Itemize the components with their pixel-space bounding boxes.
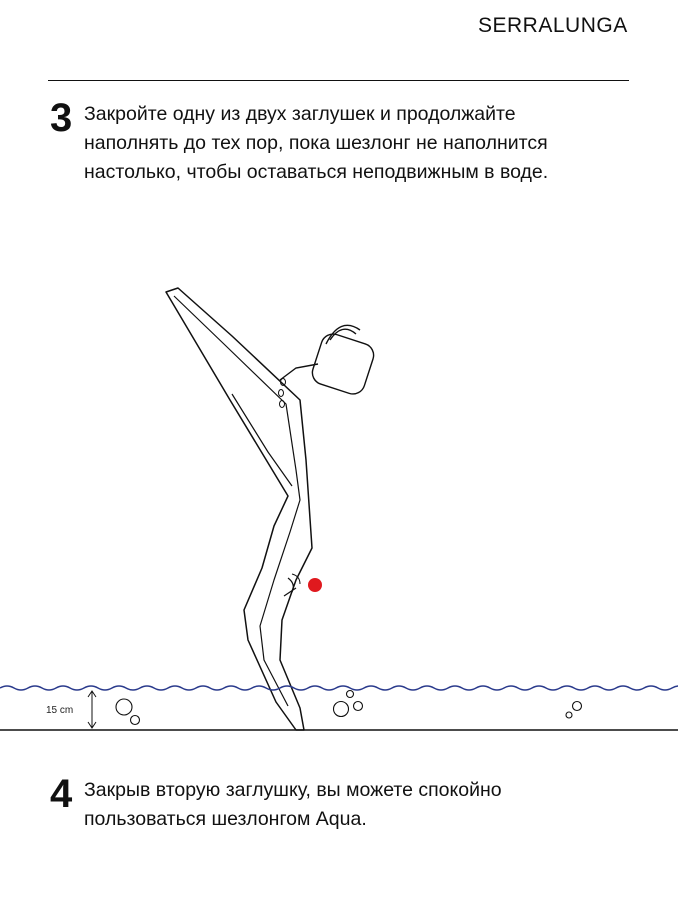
instruction-line: Закрыв вторую заглушку, вы можете спокойно	[84, 779, 502, 801]
brand-logo: SERRALUNGA	[478, 14, 628, 37]
bubbles	[116, 691, 582, 725]
watering-can-icon	[280, 325, 377, 397]
plug-marker	[308, 578, 322, 592]
depth-dimension	[88, 691, 96, 728]
instruction-line: Закройте одну из двух заглушек и продолжайте	[84, 103, 516, 125]
depth-label: 15 cm	[46, 705, 74, 716]
instruction-line: пользоваться шезлонгом Aqua.	[84, 808, 367, 830]
lounger-outline	[166, 288, 312, 730]
step-instruction	[84, 776, 644, 834]
water-surface	[0, 686, 678, 690]
instruction-line: наполнять до тех пор, пока шезлонг не наполнится	[84, 132, 548, 154]
step-number: 3	[50, 96, 73, 140]
instruction-line: настолько, чтобы оставаться неподвижным в воде.	[84, 161, 549, 183]
step-number: 4	[50, 772, 73, 816]
